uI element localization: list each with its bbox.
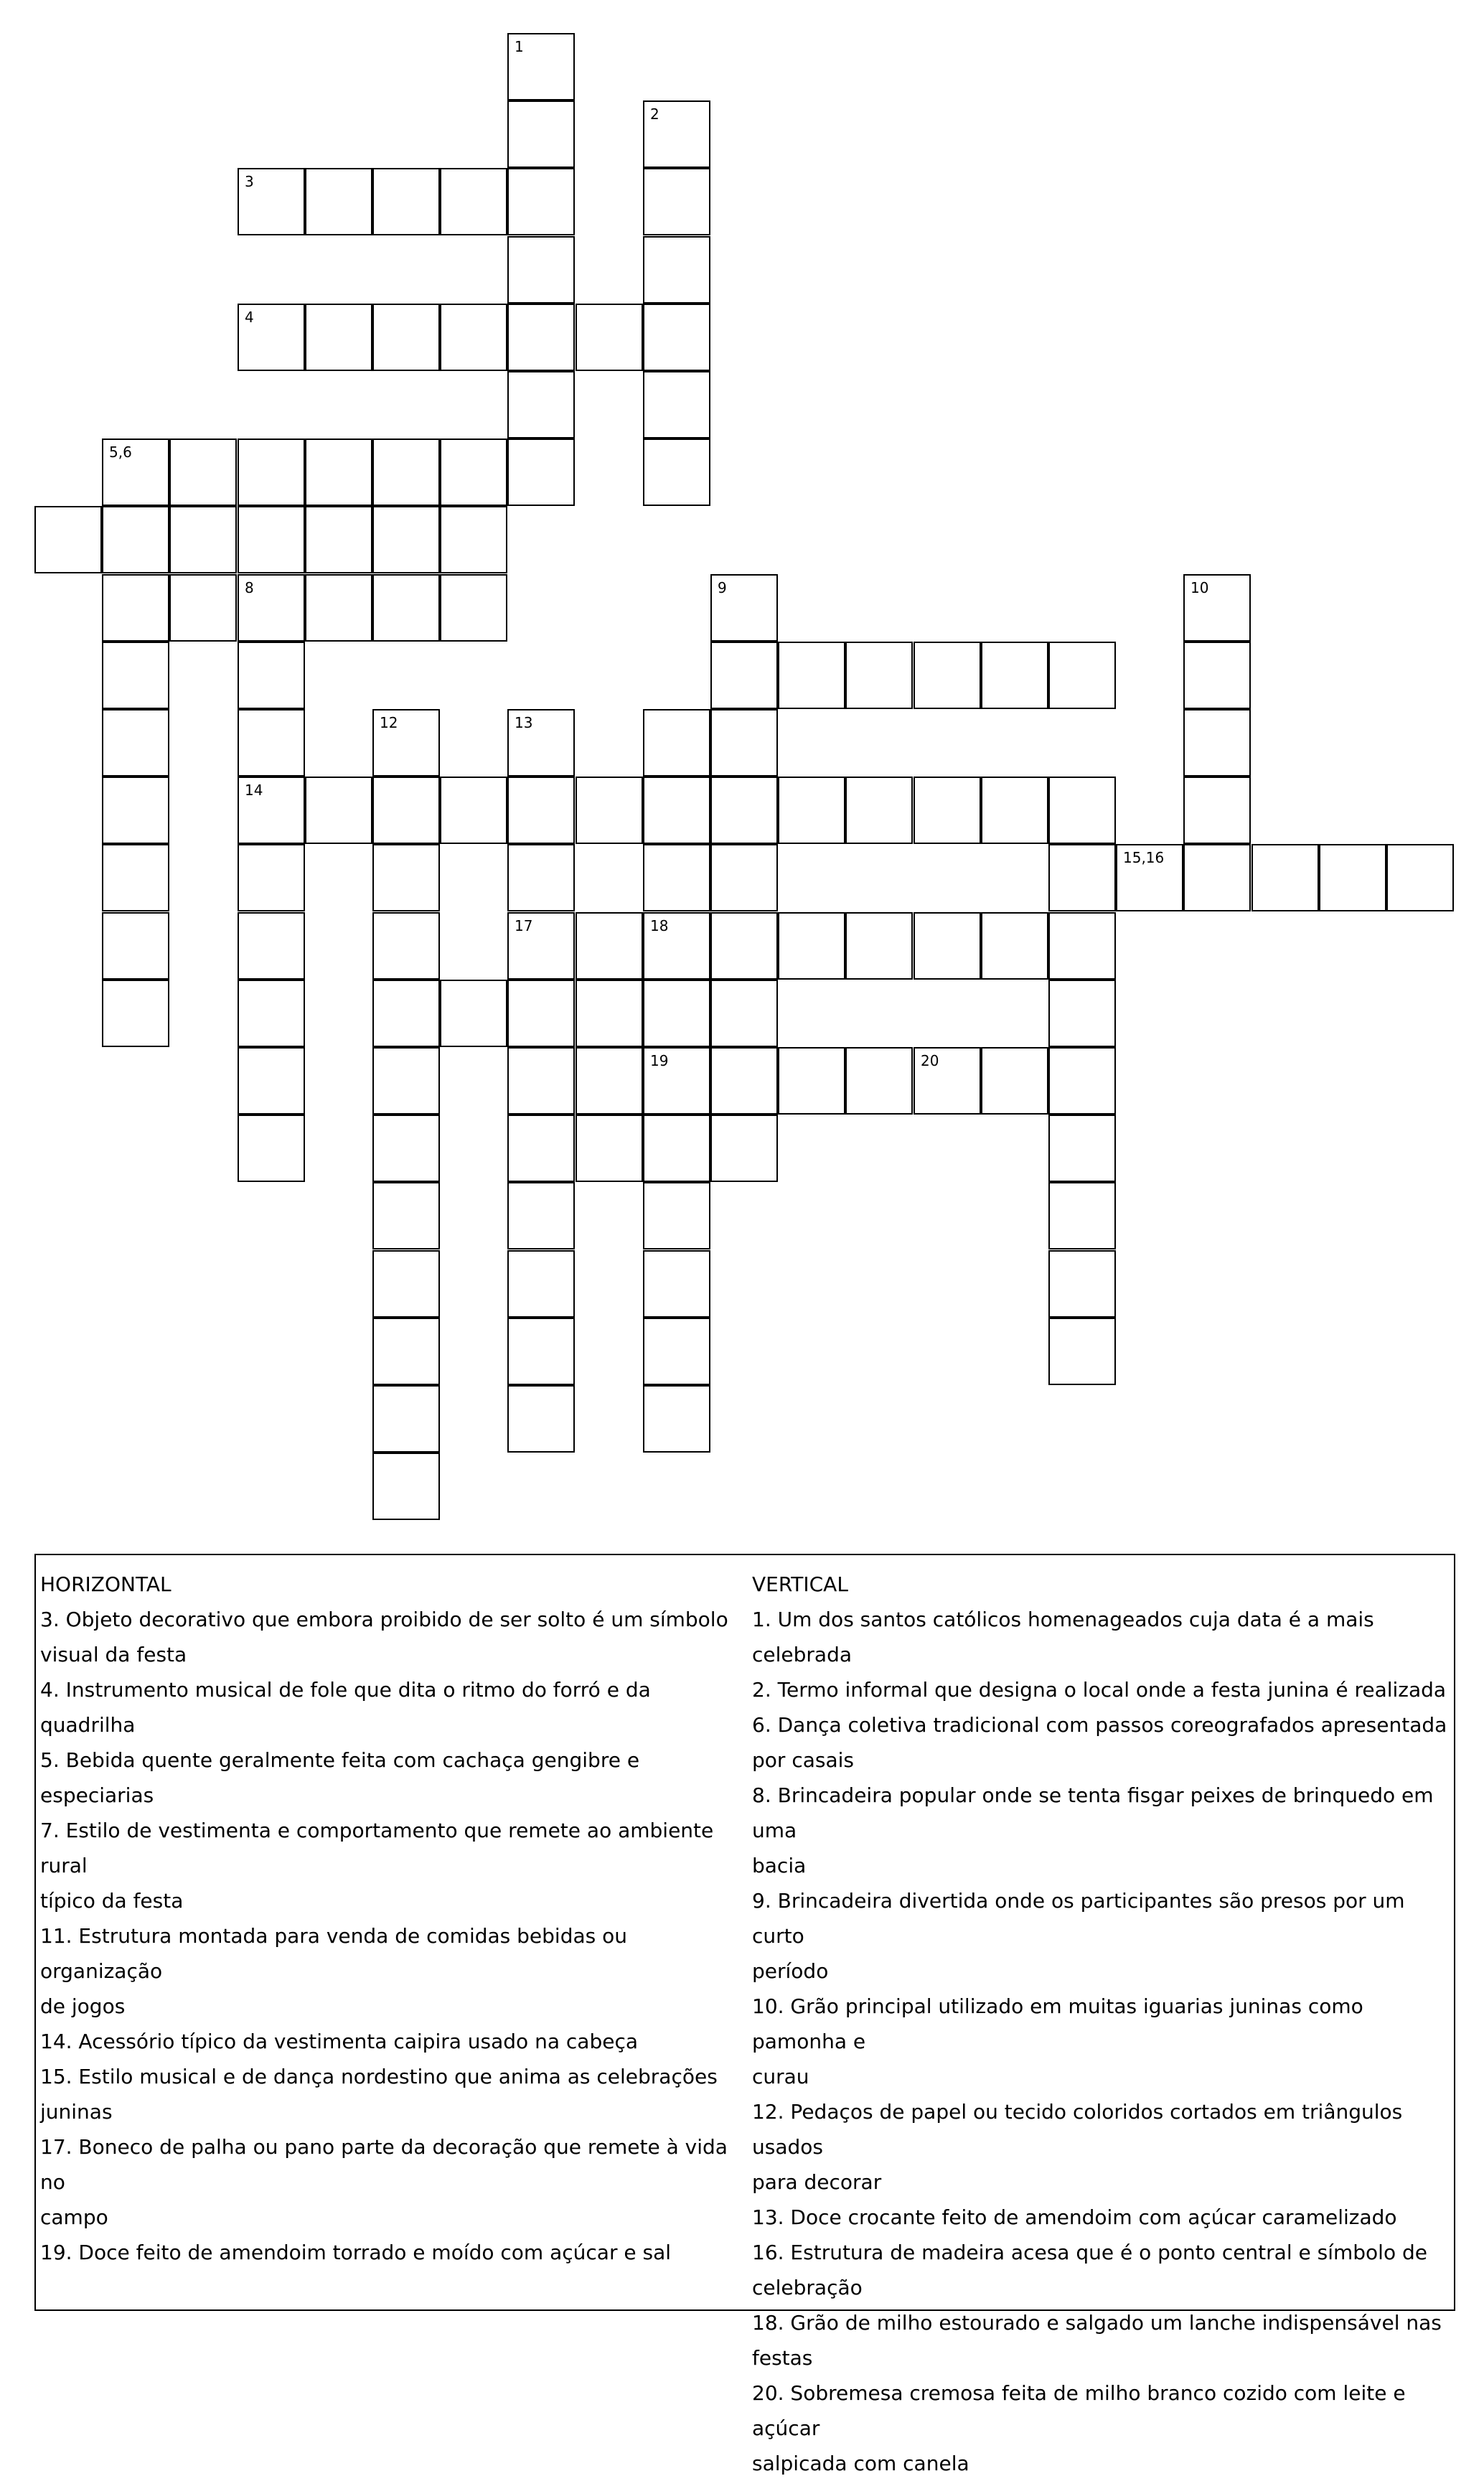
crossword-cell[interactable]: [102, 642, 169, 709]
crossword-cell[interactable]: [643, 1385, 710, 1453]
crossword-cell[interactable]: [845, 1047, 913, 1115]
crossword-cell[interactable]: [238, 1047, 305, 1115]
crossword-cell[interactable]: [1116, 844, 1183, 911]
crossword-cell[interactable]: [1048, 1182, 1116, 1249]
crossword-cell[interactable]: [372, 1250, 440, 1318]
crossword-cell[interactable]: [372, 1318, 440, 1385]
horizontal-clue-line: 3. Objeto decorativo que embora proibido de ser solto é um símbolo: [40, 1608, 728, 1631]
crossword-cell[interactable]: [845, 777, 913, 844]
crossword-cell[interactable]: [778, 912, 845, 980]
crossword-cell[interactable]: [710, 980, 778, 1047]
vertical-heading: VERTICAL: [752, 1572, 848, 1596]
crossword-cell[interactable]: [507, 1047, 575, 1115]
crossword-cell[interactable]: [710, 574, 778, 642]
crossword-cell[interactable]: [238, 777, 305, 844]
crossword-cell[interactable]: [1386, 844, 1454, 911]
crossword-cell[interactable]: [372, 438, 440, 506]
crossword-cell[interactable]: [710, 1115, 778, 1182]
clue-number: 15,16: [1123, 849, 1165, 866]
crossword-cell[interactable]: [643, 1250, 710, 1318]
vertical-clue-line: bacia: [752, 1854, 807, 1877]
crossword-cell[interactable]: [1251, 844, 1319, 911]
crossword-cell[interactable]: [576, 1047, 643, 1115]
horizontal-clue-line: visual da festa: [40, 1643, 187, 1666]
vertical-clue-line: 16. Estrutura de madeira acesa que é o ponto central e símbolo de: [752, 2241, 1427, 2264]
clue-number: 1: [515, 38, 524, 55]
crossword-cell[interactable]: [643, 168, 710, 235]
crossword-cell[interactable]: [1048, 777, 1116, 844]
crossword-cell[interactable]: [102, 777, 169, 844]
crossword-cell[interactable]: [102, 438, 169, 506]
crossword-cell[interactable]: [507, 1385, 575, 1453]
crossword-cell[interactable]: [238, 1115, 305, 1182]
crossword-cell[interactable]: [1048, 912, 1116, 980]
vertical-clue-line: 1. Um dos santos católicos homenageados cuja data é a mais celebrada: [752, 1608, 1374, 1666]
crossword-cell[interactable]: [372, 1115, 440, 1182]
crossword-cell[interactable]: [102, 844, 169, 911]
horizontal-clue-line: 5. Bebida quente geralmente feita com cachaça gengibre e especiarias: [40, 1748, 640, 1807]
clue-number: 20: [921, 1052, 939, 1069]
crossword-cell[interactable]: [643, 980, 710, 1047]
crossword-cell[interactable]: [643, 1047, 710, 1115]
crossword-cell[interactable]: [102, 912, 169, 980]
crossword-cell[interactable]: [372, 844, 440, 911]
crossword-cell[interactable]: [372, 912, 440, 980]
crossword-cell[interactable]: [643, 709, 710, 777]
crossword-cell[interactable]: [643, 236, 710, 304]
crossword-cell[interactable]: [643, 100, 710, 168]
crossword-cell[interactable]: [710, 844, 778, 911]
crossword-cell[interactable]: [440, 777, 507, 844]
crossword-cell[interactable]: [238, 506, 305, 573]
crossword-cell[interactable]: [372, 980, 440, 1047]
crossword-cell[interactable]: [238, 168, 305, 235]
vertical-clue-line: salpicada com canela: [752, 2452, 969, 2475]
crossword-cell[interactable]: [102, 574, 169, 642]
clue-number: 13: [515, 714, 533, 731]
crossword-cell[interactable]: [1048, 1250, 1116, 1318]
crossword-cell[interactable]: [507, 844, 575, 911]
crossword-cell[interactable]: [845, 912, 913, 980]
crossword-cell[interactable]: [1183, 777, 1251, 844]
crossword-cell[interactable]: [576, 980, 643, 1047]
horizontal-clue-line: de jogos: [40, 1994, 126, 2018]
horizontal-clue-line: juninas: [40, 2100, 113, 2124]
crossword-cell[interactable]: [507, 709, 575, 777]
crossword-cell[interactable]: [643, 844, 710, 911]
crossword-cell[interactable]: [507, 980, 575, 1047]
clue-number: 17: [515, 917, 533, 934]
clue-number: 19: [650, 1052, 669, 1069]
crossword-cell[interactable]: [710, 777, 778, 844]
crossword-cell[interactable]: [305, 506, 372, 573]
crossword-cell[interactable]: [1048, 1047, 1116, 1115]
horizontal-clue-line: típico da festa: [40, 1889, 184, 1913]
horizontal-clue-line: 7. Estilo de vestimenta e comportamento que remete ao ambiente rural: [40, 1819, 714, 1877]
crossword-cell[interactable]: [981, 642, 1048, 709]
clue-number: 18: [650, 917, 669, 934]
clue-number: 2: [650, 105, 659, 123]
crossword-cell[interactable]: [643, 438, 710, 506]
vertical-clue-line: 6. Dança coletiva tradicional com passos coreografados apresentada: [752, 1713, 1447, 1737]
crossword-cell[interactable]: [440, 304, 507, 371]
crossword-cell[interactable]: [507, 371, 575, 438]
crossword-cell[interactable]: [1048, 980, 1116, 1047]
crossword-cell[interactable]: [305, 438, 372, 506]
crossword-cell[interactable]: [981, 912, 1048, 980]
horizontal-clue-line: 17. Boneco de palha ou pano parte da decoração que remete à vida no: [40, 2135, 728, 2194]
crossword-cell[interactable]: [440, 506, 507, 573]
crossword-cell[interactable]: [372, 777, 440, 844]
crossword-cell[interactable]: [1048, 642, 1116, 709]
horizontal-clue-line: 19. Doce feito de amendoim torrado e moído com açúcar e sal: [40, 2241, 672, 2264]
crossword-cell[interactable]: [238, 980, 305, 1047]
horizontal-heading: HORIZONTAL: [40, 1572, 172, 1596]
crossword-cell[interactable]: [238, 574, 305, 642]
crossword-cell[interactable]: [710, 1047, 778, 1115]
horizontal-clue-line: 14. Acessório típico da vestimenta caipira usado na cabeça: [40, 2030, 638, 2053]
crossword-cell[interactable]: [507, 100, 575, 168]
crossword-cell[interactable]: [914, 1047, 981, 1115]
crossword-cell[interactable]: [440, 980, 507, 1047]
crossword-cell[interactable]: [507, 1182, 575, 1249]
crossword-cell[interactable]: [507, 1318, 575, 1385]
crossword-cell[interactable]: [507, 33, 575, 100]
crossword-cell[interactable]: [643, 304, 710, 371]
vertical-clue-line: 10. Grão principal utilizado em muitas iguarias juninas como pamonha e: [752, 1994, 1363, 2053]
crossword-cell[interactable]: [102, 709, 169, 777]
crossword-cell[interactable]: [372, 304, 440, 371]
clue-number: 14: [245, 782, 263, 799]
crossword-cell[interactable]: [102, 506, 169, 573]
crossword-cell[interactable]: [305, 168, 372, 235]
clue-number: 12: [380, 714, 398, 731]
crossword-cell[interactable]: [507, 1250, 575, 1318]
crossword-cell[interactable]: [507, 168, 575, 235]
crossword-cell[interactable]: [914, 777, 981, 844]
crossword-cell[interactable]: [643, 1318, 710, 1385]
crossword-cell[interactable]: [914, 912, 981, 980]
vertical-clue-line: 8. Brincadeira popular onde se tenta fisgar peixes de brinquedo em uma: [752, 1783, 1434, 1842]
crossword-cell[interactable]: [169, 506, 237, 573]
horizontal-clues: [40, 1567, 743, 2270]
crossword-cell[interactable]: [643, 777, 710, 844]
crossword-cell[interactable]: [238, 912, 305, 980]
vertical-clue-line: 18. Grão de milho estourado e salgado um lanche indispensável nas: [752, 2311, 1442, 2335]
crossword-cell[interactable]: [34, 506, 102, 573]
vertical-clue-line: para decorar: [752, 2170, 882, 2194]
crossword-cell[interactable]: [238, 642, 305, 709]
crossword-cell[interactable]: [1048, 1318, 1116, 1385]
crossword-cell[interactable]: [372, 1182, 440, 1249]
crossword-cell[interactable]: [845, 642, 913, 709]
vertical-clue-line: curau: [752, 2065, 809, 2088]
crossword-cell[interactable]: [372, 168, 440, 235]
crossword-cell[interactable]: [507, 304, 575, 371]
crossword-cell[interactable]: [238, 709, 305, 777]
crossword-cell[interactable]: [238, 438, 305, 506]
crossword-cell[interactable]: [710, 642, 778, 709]
crossword-cell[interactable]: [169, 574, 237, 642]
clue-number: 4: [245, 309, 254, 326]
crossword-cell[interactable]: [1319, 844, 1386, 911]
crossword-cell[interactable]: [507, 777, 575, 844]
crossword-cell[interactable]: [507, 438, 575, 506]
crossword-cell[interactable]: [372, 574, 440, 642]
crossword-cell[interactable]: [305, 574, 372, 642]
horizontal-clue-line: campo: [40, 2205, 108, 2229]
clue-number: 9: [718, 579, 727, 596]
crossword-cell[interactable]: [981, 1047, 1048, 1115]
crossword-cell[interactable]: [576, 777, 643, 844]
clue-number: 10: [1191, 579, 1209, 596]
crossword-cell[interactable]: [981, 777, 1048, 844]
crossword-cell[interactable]: [1183, 574, 1251, 642]
clue-number: 3: [245, 173, 254, 190]
crossword-cell[interactable]: [169, 438, 237, 506]
crossword-cell[interactable]: [576, 912, 643, 980]
crossword-cell[interactable]: [576, 304, 643, 371]
crossword-cell[interactable]: [643, 1115, 710, 1182]
crossword-cell[interactable]: [576, 1115, 643, 1182]
vertical-clues: [752, 1567, 1452, 2481]
clues-box: [34, 1554, 1455, 2475]
vertical-clue-line: festas: [752, 2346, 813, 2370]
crossword-cell[interactable]: [710, 912, 778, 980]
crossword-cell[interactable]: [1048, 844, 1116, 911]
crossword-cell[interactable]: [643, 371, 710, 438]
crossword-cell[interactable]: [507, 236, 575, 304]
horizontal-clue-line: 4. Instrumento musical de fole que dita o ritmo do forró e da quadrilha: [40, 1678, 651, 1737]
crossword-cell[interactable]: [1183, 844, 1251, 911]
crossword-cell[interactable]: [914, 642, 981, 709]
crossword-cell[interactable]: [778, 642, 845, 709]
crossword-cell[interactable]: [643, 1182, 710, 1249]
crossword-cell[interactable]: [372, 709, 440, 777]
crossword-cell[interactable]: [305, 777, 372, 844]
crossword-cell[interactable]: [372, 1047, 440, 1115]
horizontal-clue-line: 11. Estrutura montada para venda de comidas bebidas ou organização: [40, 1924, 627, 1983]
crossword-cell[interactable]: [507, 1115, 575, 1182]
crossword-cell[interactable]: [710, 709, 778, 777]
clue-number: 5,6: [109, 444, 132, 461]
crossword-cell[interactable]: [1183, 709, 1251, 777]
crossword-cell[interactable]: [1048, 1115, 1116, 1182]
crossword-cell[interactable]: [238, 304, 305, 371]
crossword-cell[interactable]: [507, 912, 575, 980]
crossword-cell[interactable]: [1183, 642, 1251, 709]
crossword-cell[interactable]: [238, 844, 305, 911]
horizontal-clue-line: 15. Estilo musical e de dança nordestino que anima as celebrações: [40, 2065, 718, 2088]
crossword-cell[interactable]: [102, 980, 169, 1047]
crossword-cell[interactable]: [305, 304, 372, 371]
vertical-clue-line: por casais: [752, 1748, 854, 1772]
vertical-clue-line: 13. Doce crocante feito de amendoim com açúcar caramelizado: [752, 2205, 1397, 2229]
crossword-cell[interactable]: [778, 1047, 845, 1115]
crossword-cell[interactable]: [778, 777, 845, 844]
vertical-clue-line: 12. Pedaços de papel ou tecido coloridos cortados em triângulos usados: [752, 2100, 1403, 2159]
clue-number: 8: [245, 579, 254, 596]
crossword-cell[interactable]: [440, 574, 507, 642]
vertical-clue-line: 20. Sobremesa cremosa feita de milho branco cozido com leite e açúcar: [752, 2381, 1406, 2440]
crossword-cell[interactable]: [372, 506, 440, 573]
crossword-cell[interactable]: [372, 1453, 440, 1520]
vertical-clue-line: 2. Termo informal que designa o local onde a festa junina é realizada: [752, 1678, 1447, 1702]
crossword-cell[interactable]: [643, 912, 710, 980]
vertical-clue-line: 9. Brincadeira divertida onde os participantes são presos por um curto: [752, 1889, 1405, 1948]
crossword-cell[interactable]: [440, 438, 507, 506]
crossword-cell[interactable]: [372, 1385, 440, 1453]
vertical-clue-line: celebração: [752, 2276, 863, 2299]
crossword-cell[interactable]: [440, 168, 507, 235]
vertical-clue-line: período: [752, 1959, 829, 1983]
